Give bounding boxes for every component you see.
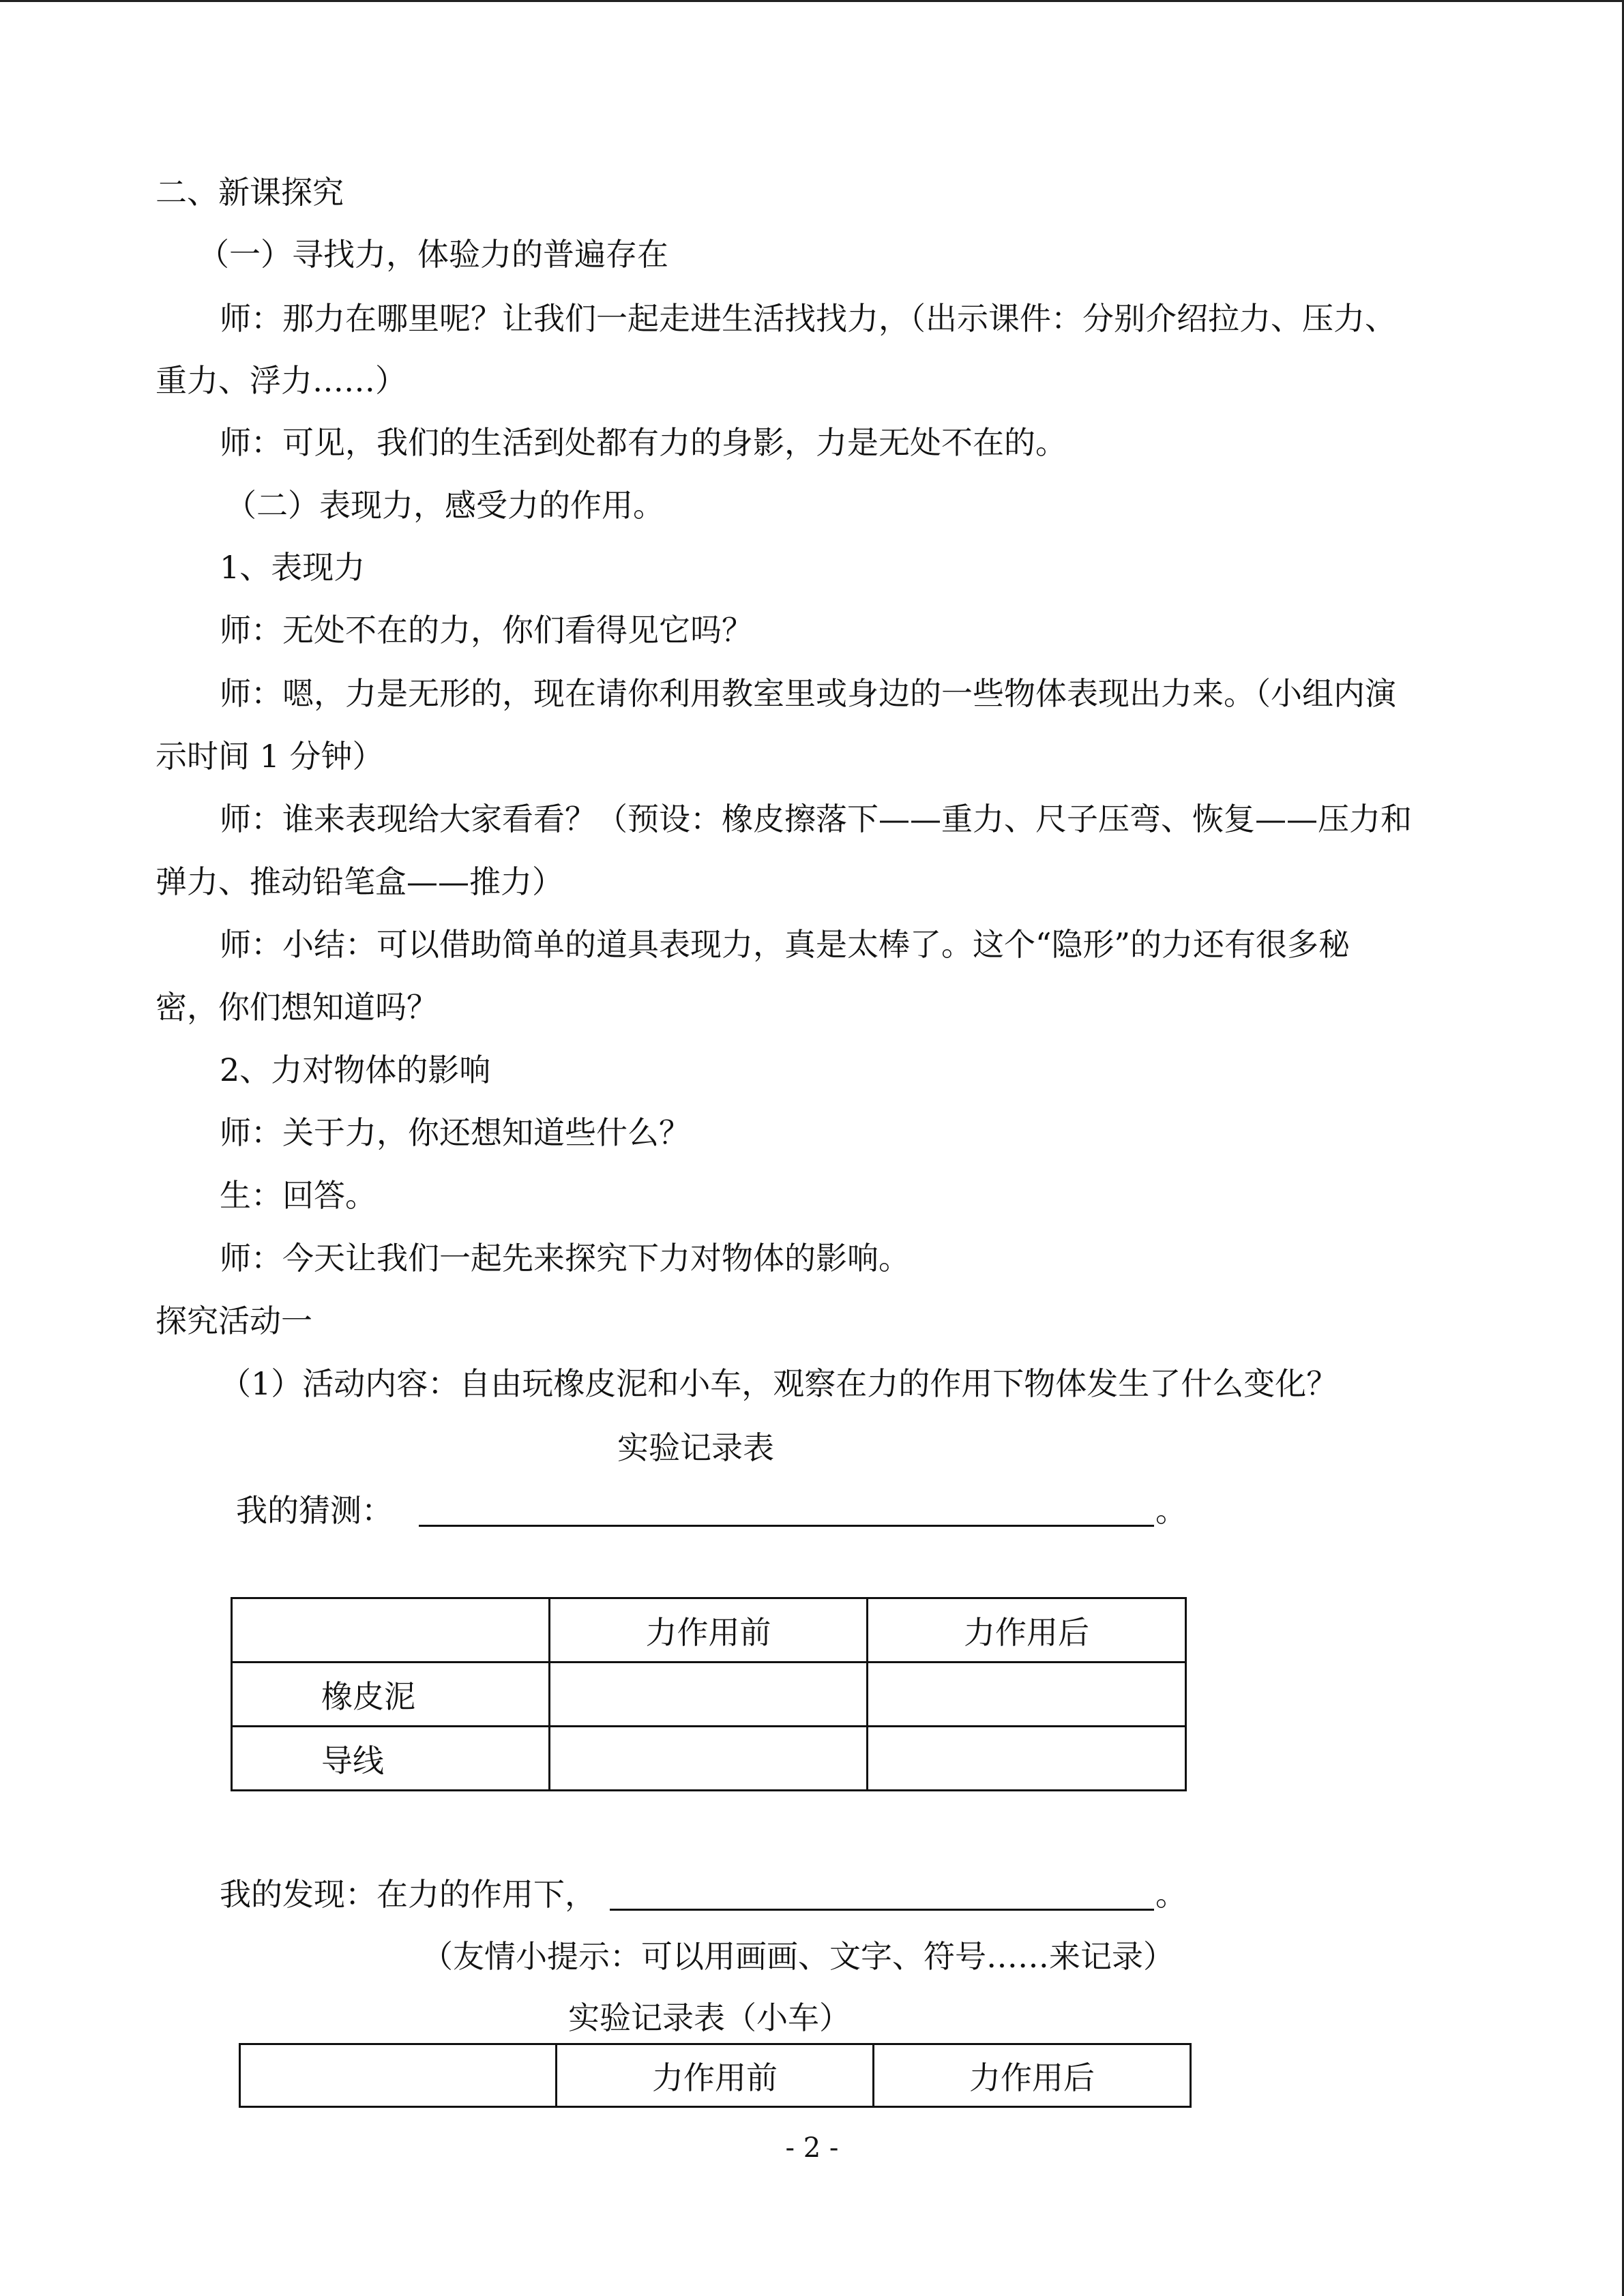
finding-label: 我的发现：在力的作用下， [220, 1876, 596, 1913]
record-cell-before[interactable] [550, 1727, 868, 1791]
finding-blank-line[interactable] [610, 1909, 1154, 1911]
part2-heading: （二）表现力，感受力的作用。 [225, 487, 664, 524]
record-cell-after[interactable] [868, 1727, 1186, 1791]
table-header-cell: 力作用后 [868, 1598, 1186, 1663]
record-cell-before[interactable] [550, 1663, 868, 1727]
paragraph-line: 师：无处不在的力，你们看得见它吗？ [220, 612, 753, 648]
paragraph-line: 师：小结：可以借助简单的道具表现力，真是太棒了。这个“隐形”的力还有很多秘 [220, 926, 1350, 963]
table-header-row [232, 1598, 1186, 1663]
guess-label: 我的猜测： [236, 1492, 393, 1529]
guess-blank-line[interactable] [419, 1525, 1154, 1527]
guess-end-mark: 。 [1155, 1492, 1187, 1529]
section-heading: 二、新课探究 [156, 174, 344, 211]
paragraph-line: 师：那力在哪里呢？让我们一起走进生活找找力，（出示课件：分别介绍拉力、压力、 [220, 300, 1396, 337]
record-cell-after[interactable] [868, 1663, 1186, 1727]
paragraph-line: 弹力、推动铅笔盒——推力） [156, 863, 563, 900]
car-record-table [239, 2043, 1192, 2108]
activity-content: （1）活动内容：自由玩橡皮泥和小车，观察在力的作用下物体发生了什么变化？ [220, 1365, 1338, 1402]
paragraph-line: 密，你们想知道吗？ [156, 989, 438, 1026]
page-number: - 2 - [785, 2132, 839, 2164]
table1-title: 实验记录表 [617, 1429, 774, 1466]
hint-text: （友情小提示：可以用画画、文字、符号……来记录） [422, 1938, 1175, 1975]
table-header-cell: 力作用前 [557, 2044, 874, 2107]
paragraph-line: 师：今天让我们一起先来探究下力对物体的影响。 [220, 1240, 910, 1277]
experiment-record-table [231, 1597, 1187, 1791]
paragraph-line: 重力、浮力……） [156, 362, 407, 399]
table-header-cell [240, 2044, 557, 2107]
subsection-heading: 2、力对物体的影响 [220, 1052, 491, 1088]
paragraph-line: 生：回答。 [220, 1177, 377, 1214]
activity-heading: 探究活动一 [156, 1302, 312, 1339]
table-header-row [240, 2044, 1191, 2107]
finding-end-mark: 。 [1155, 1876, 1187, 1913]
part1-heading: （一）寻找力，体验力的普遍存在 [198, 236, 668, 273]
table-row [232, 1663, 1186, 1727]
subsection-heading: 1、表现力 [220, 549, 366, 586]
page-top-border [0, 0, 1624, 2]
row-label-cell: 导线 [232, 1727, 550, 1791]
table2-title: 实验记录表（小车） [568, 1999, 851, 2036]
table-header-cell [232, 1598, 550, 1663]
paragraph-line: 师：可见，我们的生活到处都有力的身影，力是无处不在的。 [220, 424, 1067, 461]
table-row [232, 1727, 1186, 1791]
paragraph-line: 师：关于力，你还想知道些什么？ [220, 1114, 690, 1151]
paragraph-line: 师：谁来表现给大家看看？（预设：橡皮擦落下——重力、尺子压弯、恢复——压力和 [220, 801, 1412, 837]
table-header-cell: 力作用后 [874, 2044, 1191, 2107]
table-header-cell: 力作用前 [550, 1598, 868, 1663]
paragraph-line: 师：嗯，力是无形的，现在请你利用教室里或身边的一些物体表现出力来。（小组内演 [220, 675, 1396, 712]
paragraph-line: 示时间 1 分钟） [156, 738, 384, 775]
row-label-cell: 橡皮泥 [232, 1663, 550, 1727]
